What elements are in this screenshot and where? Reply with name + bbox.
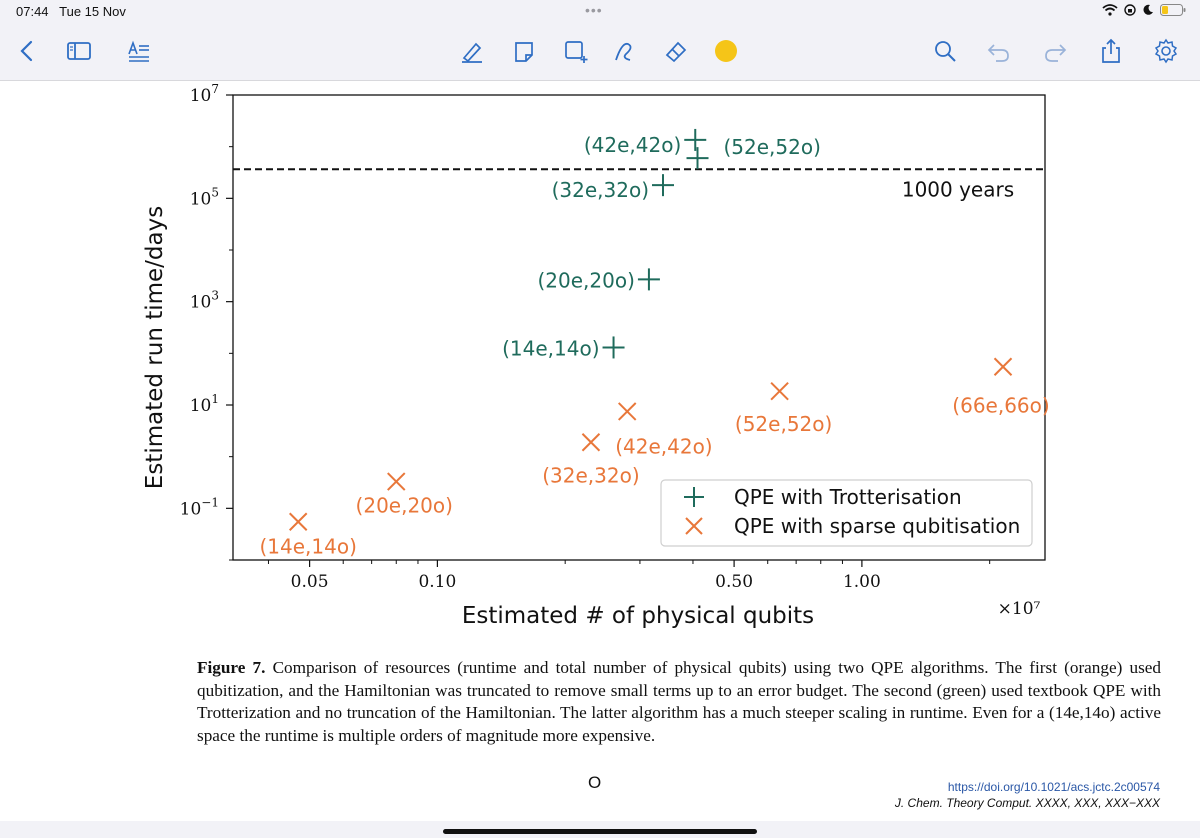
- home-indicator[interactable]: [443, 829, 757, 834]
- x-tick-label: 0.50: [715, 572, 754, 592]
- sidebar-icon[interactable]: [62, 34, 96, 68]
- shape-icon[interactable]: [559, 34, 593, 68]
- qubitisation-point-marker: [388, 473, 405, 490]
- trotter-point-marker: [638, 268, 660, 290]
- trotter-point-label: (52e,52o): [723, 135, 821, 160]
- eraser-icon[interactable]: [659, 34, 693, 68]
- status-time: 07:44 Tue 15 Nov: [16, 4, 126, 19]
- qubitisation-point-label: (52e,52o): [734, 412, 833, 437]
- qubitisation-point-marker: [290, 513, 307, 530]
- highlighter-icon[interactable]: [608, 34, 642, 68]
- status-icons: [1102, 4, 1186, 16]
- qubitisation-point-marker: [582, 434, 599, 451]
- trotter-point-marker: [603, 336, 625, 358]
- legend: [661, 480, 1032, 546]
- qubitisation-point-label: (20e,20o): [355, 493, 453, 518]
- journal-citation: J. Chem. Theory Comput. XXXX, XXX, XXX−XXX: [894, 796, 1160, 810]
- y-tick-label: $10^3$: [189, 288, 219, 313]
- reference-line-label: 1000 years: [901, 177, 1015, 202]
- trotter-point-label: (14e,14o): [502, 336, 600, 361]
- legend-entry-label: QPE with Trotterisation: [734, 485, 962, 509]
- x-tick-label: 1.00: [842, 572, 881, 592]
- qubitisation-point-label: (14e,14o): [259, 534, 357, 559]
- qubitisation-point-marker: [619, 403, 636, 420]
- qubitisation-point-label: (66e,66o): [952, 393, 1050, 418]
- qubitisation-point-label: (32e,32o): [542, 463, 640, 488]
- qubitisation-point-label: (42e,42o): [615, 434, 713, 459]
- y-tick-label: $10^5$: [189, 185, 219, 210]
- doi-link[interactable]: https://doi.org/10.1021/acs.jctc.2c00574: [947, 780, 1160, 794]
- undo-icon[interactable]: [982, 34, 1016, 68]
- qubitisation-point-marker: [995, 358, 1012, 375]
- pen-icon[interactable]: [455, 34, 489, 68]
- figure-caption: [197, 657, 1161, 747]
- x-axis-label: Estimated # of physical qubits: [461, 603, 815, 629]
- lasso-icon[interactable]: [507, 34, 541, 68]
- y-tick-label: $10^1$: [189, 392, 219, 416]
- wifi-icon: [1102, 4, 1118, 16]
- x-tick-label: 0.05: [290, 572, 329, 592]
- orientation-lock-icon: [1124, 4, 1136, 16]
- y-tick-label: $10^{-1}$: [179, 495, 219, 520]
- trotter-point-label: (20e,20o): [537, 268, 635, 293]
- status-bar: [0, 0, 1200, 24]
- qubitisation-point-marker: [771, 383, 788, 400]
- battery-icon: [1160, 4, 1186, 16]
- text-format-icon[interactable]: [122, 34, 156, 68]
- color-dot-icon[interactable]: [709, 34, 743, 68]
- multitasking-dots[interactable]: •••: [585, 2, 603, 18]
- x-axis-multiplier: ×10⁷: [997, 599, 1041, 619]
- trotter-point-label: (42e,42o): [583, 132, 682, 157]
- figure-label: Figure 7.: [197, 658, 266, 677]
- y-axis-label: Estimated run time/days: [142, 205, 168, 490]
- trotter-point-marker: [687, 147, 709, 169]
- back-icon[interactable]: [11, 34, 45, 68]
- trotter-point-marker: [684, 129, 706, 151]
- search-icon[interactable]: [928, 34, 962, 68]
- moon-icon: [1142, 4, 1154, 16]
- redo-icon[interactable]: [1038, 34, 1072, 68]
- y-tick-label: $10^7$: [189, 82, 219, 106]
- toolbar: [0, 24, 1200, 81]
- page-number: O: [588, 773, 602, 792]
- settings-icon[interactable]: [1149, 34, 1183, 68]
- trotter-point-label: (32e,32o): [551, 178, 650, 203]
- x-tick-label: 0.10: [418, 572, 457, 592]
- caption-text: Comparison of resources (runtime and total number of physical qubits) using two QPE algorithms. The first (orange) used qubitization, and the Hamiltonian was truncated to remove small terms up to an error budget. The second (green) used textbook QPE with Trotterization and no truncation of the Hamiltonian. The latter algorithm has a much steeper scaling in runtime. Even for a (14e,14o) active space the runtime is multiple orders of magnitude more expensive.: [197, 658, 1162, 745]
- share-icon[interactable]: [1094, 34, 1128, 68]
- trotter-point-marker: [652, 174, 674, 196]
- scatter-chart: [0, 81, 1200, 641]
- legend-entry-label: QPE with sparse qubitisation: [734, 514, 1021, 538]
